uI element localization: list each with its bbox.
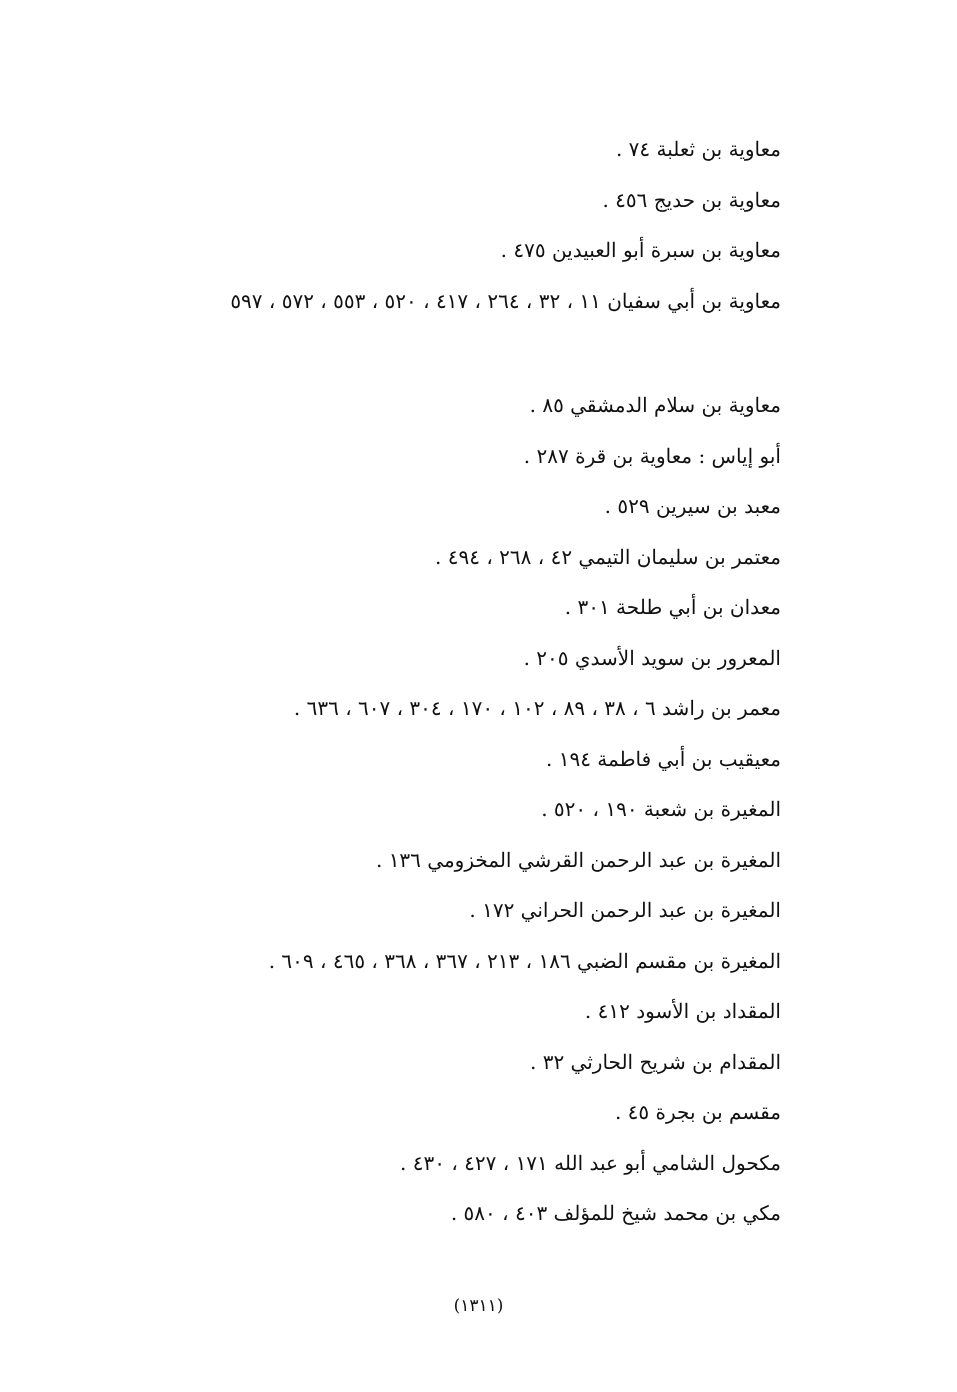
index-entry: أبو إياس : معاوية بن قرة ٢٨٧ . xyxy=(523,443,781,468)
index-entry: مكحول الشامي أبو عبد الله ١٧١ ، ٤٢٧ ، ٤٣٠ . xyxy=(400,1150,781,1175)
index-entry: المعرور بن سويد الأسدي ٢٠٥ . xyxy=(523,645,781,670)
index-entry: معاوية بن ثعلبة ٧٤ . xyxy=(615,137,781,161)
index-entry: معيقيب بن أبي فاطمة ١٩٤ . xyxy=(545,746,781,771)
index-entry: المغيرة بن عبد الرحمن القرشي المخزومي ١٣٦ . xyxy=(375,847,781,872)
page-number: (١٣١١) xyxy=(453,1296,504,1316)
index-entry: معاوية بن سبرة أبو العبيدين ٤٧٥ . xyxy=(500,238,781,262)
index-entry: المقداد بن الأسود ٤١٢ . xyxy=(584,999,781,1023)
index-entry: معاوية بن أبي سفيان ١١ ، ٣٢ ، ٢٦٤ ، ٤١٧ ، ٥٢٠ ، ٥٥٣ ، ٥٧٢ ، ٥٩٧ xyxy=(230,288,781,313)
index-entry: المغيرة بن مقسم الضبي ١٨٦ ، ٢١٣ ، ٣٦٧ ، ٣٦٨ ، ٤٦٥ ، ٦٠٩ . xyxy=(268,948,781,973)
index-entry: المغيرة بن عبد الرحمن الحراني ١٧٢ . xyxy=(469,898,781,922)
index-entry: المغيرة بن شعبة ١٩٠ ، ٥٢٠ . xyxy=(541,797,781,821)
index-entry: معمر بن راشد ٦ ، ٣٨ ، ٨٩ ، ١٠٢ ، ١٧٠ ، ٣٠٤ ، ٦٠٧ ، ٦٣٦ . xyxy=(293,696,781,720)
index-entry: المقدام بن شريح الحارثي ٣٢ . xyxy=(529,1049,781,1074)
index-entry: معبد بن سيرين ٥٢٩ . xyxy=(604,494,781,518)
index-entries xyxy=(121,128,781,1243)
index-entry: مقسم بن بجرة ٤٥ . xyxy=(614,1100,781,1124)
index-entry: معاوية بن سلام الدمشقي ٨٥ . xyxy=(529,393,781,417)
index-entry: معتمر بن سليمان التيمي ٤٢ ، ٢٦٨ ، ٤٩٤ . xyxy=(435,544,781,569)
index-entry: معاوية بن حديج ٤٥٦ . xyxy=(602,187,781,212)
index-entry: معدان بن أبي طلحة ٣٠١ . xyxy=(564,595,781,619)
index-entry: مكي بن محمد شيخ للمؤلف ٤٠٣ ، ٥٨٠ . xyxy=(450,1201,781,1225)
